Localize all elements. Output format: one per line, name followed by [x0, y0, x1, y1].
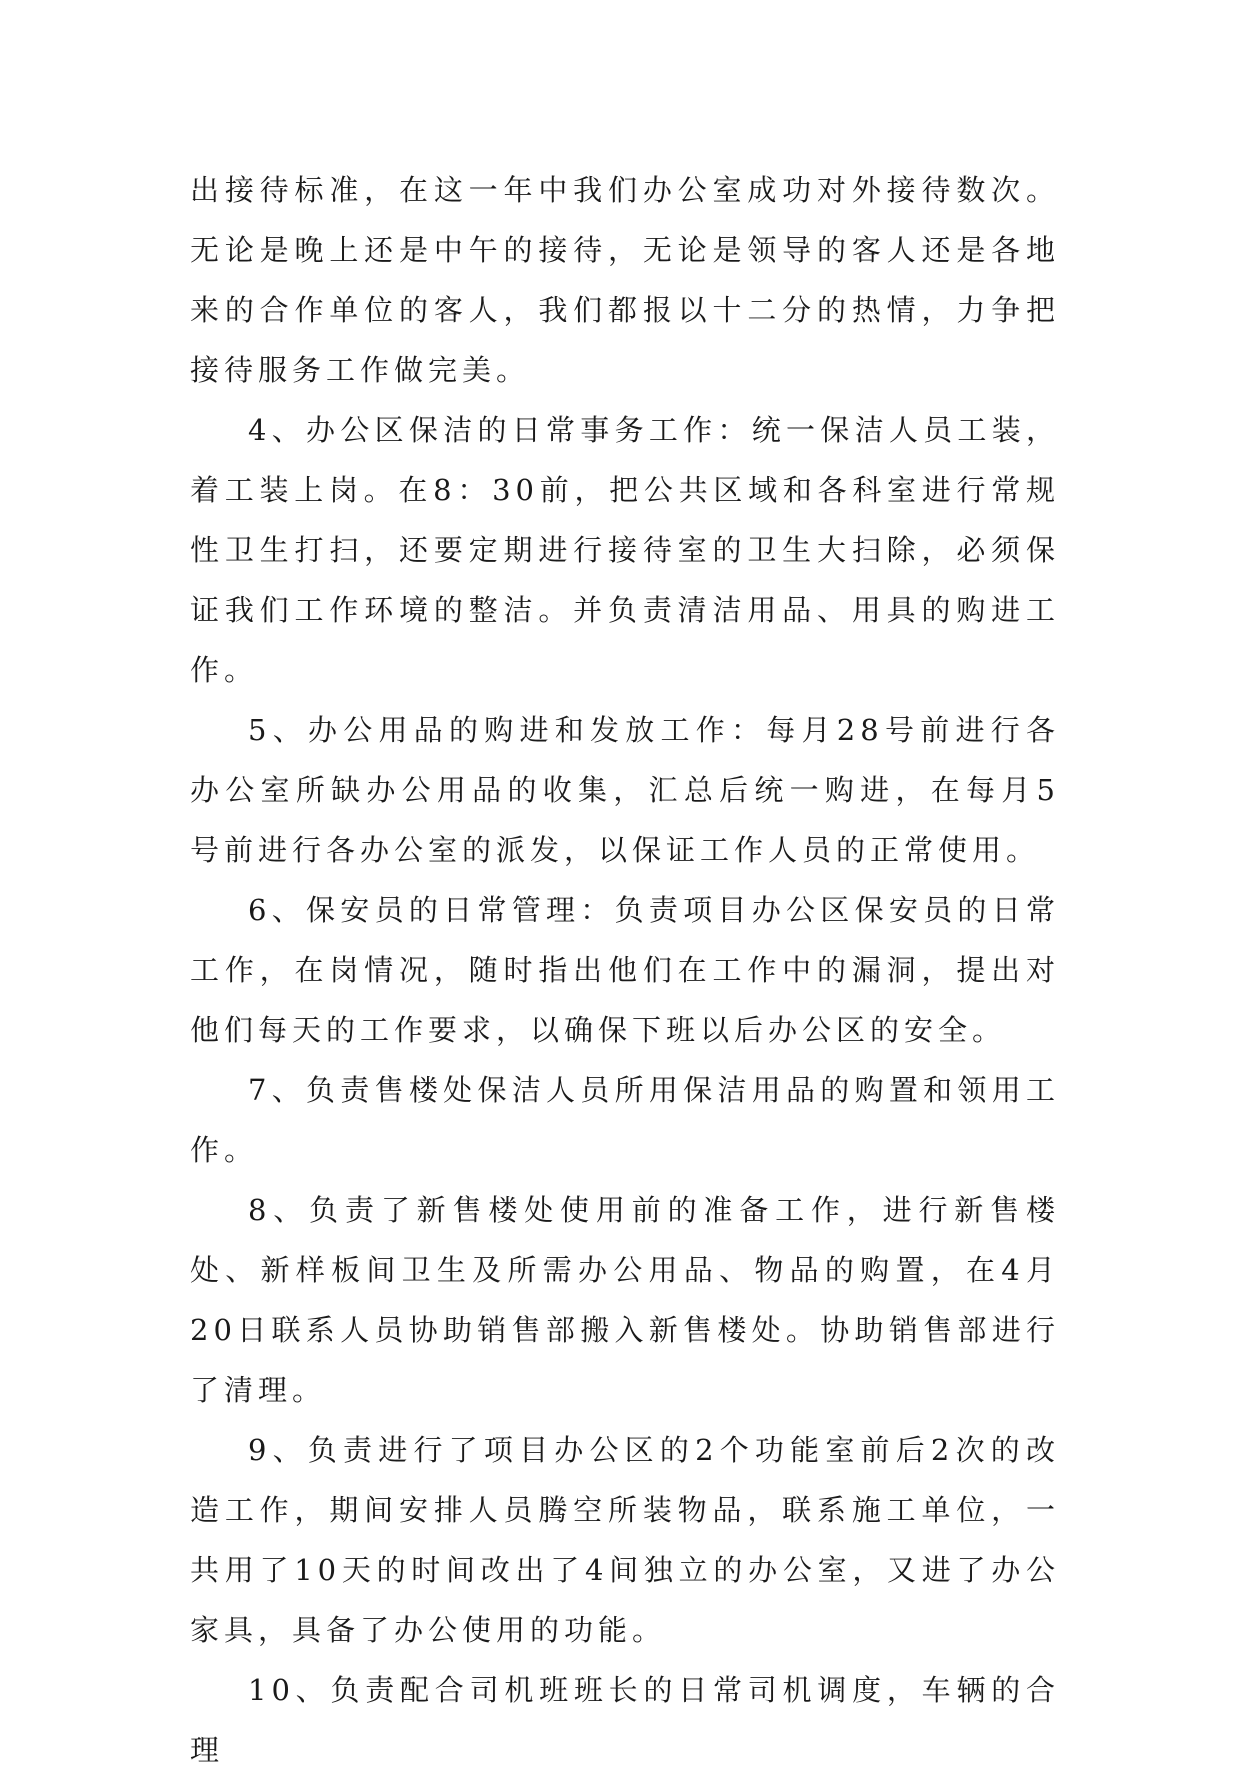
paragraph-item-4-cleaning: 4、办公区保洁的日常事务工作：统一保洁人员工装，着工装上岗。在8：30前，把公共区域和各科室进行常规性卫生打扫，还要定期进行接待室的卫生大扫除，必须保证我们工作环境的整洁。并负责清洁用品、用具的购进工作。	[190, 413, 1060, 687]
paragraph-item-8-new-sales-office: 8、负责了新售楼处使用前的准备工作，进行新售楼处、新样板间卫生及所需办公用品、物品的购置，在4月20日联系人员协助销售部搬入新售楼处。协助销售部进行了清理。	[190, 1193, 1060, 1407]
paragraph-item-6-security: 6、保安员的日常管理：负责项目办公区保安员的日常工作，在岗情况，随时指出他们在工作中的漏洞，提出对他们每天的工作要求，以确保下班以后办公区的安全。	[190, 893, 1060, 1047]
document-body	[190, 160, 1060, 1780]
paragraph-item-7-sales-office-cleaning: 7、负责售楼处保洁人员所用保洁用品的购置和领用工作。	[190, 1073, 1060, 1167]
paragraph-item-10-drivers: 10、负责配合司机班班长的日常司机调度，车辆的合理	[190, 1673, 1060, 1767]
paragraph-reception-continued: 出接待标准，在这一年中我们办公室成功对外接待数次。无论是晚上还是中午的接待，无论是领导的客人还是各地来的合作单位的客人，我们都报以十二分的热情，力争把接待服务工作做完美。	[190, 173, 1060, 387]
paragraph-item-9-renovation: 9、负责进行了项目办公区的2个功能室前后2次的改造工作，期间安排人员腾空所装物品，联系施工单位，一共用了10天的时间改出了4间独立的办公室，又进了办公家具，具备了办公使用的功能。	[190, 1433, 1060, 1647]
paragraph-item-5-supplies: 5、办公用品的购进和发放工作：每月28号前进行各办公室所缺办公用品的收集，汇总后统一购进，在每月5号前进行各办公室的派发，以保证工作人员的正常使用。	[190, 713, 1060, 867]
